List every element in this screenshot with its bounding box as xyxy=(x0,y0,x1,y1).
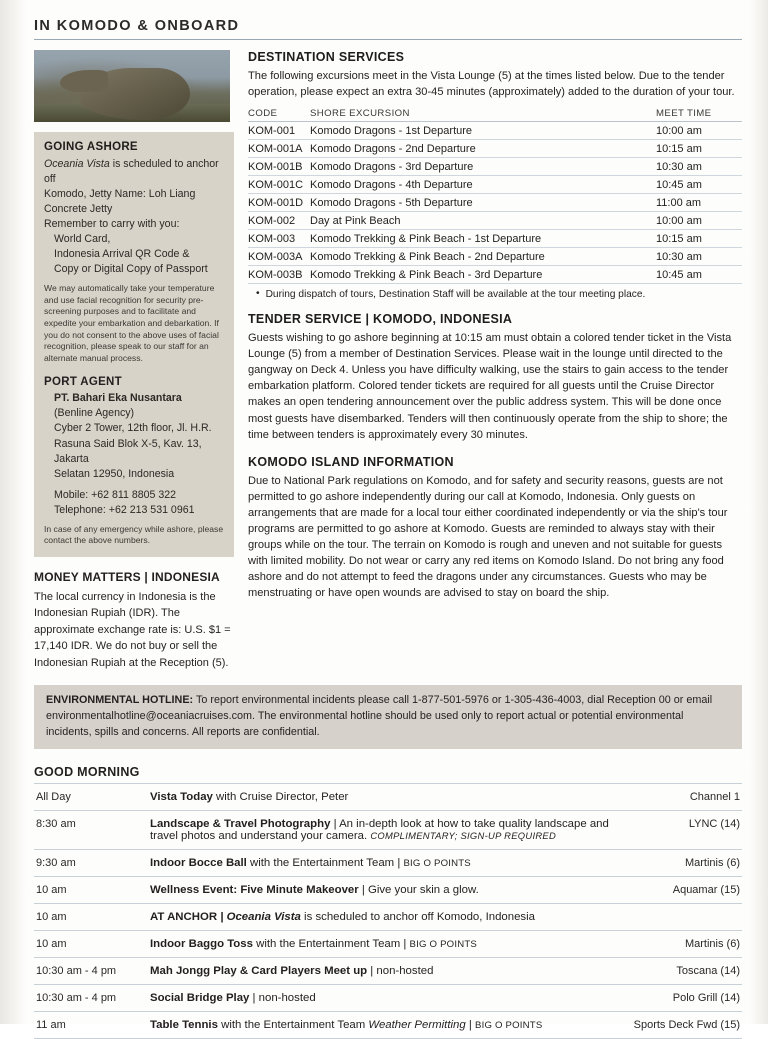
event-condition: Weather Permitting xyxy=(368,1019,466,1032)
event-detail: is scheduled to anchor off Komodo, Indonesia xyxy=(300,911,535,924)
table-row xyxy=(248,122,742,140)
event-title: Wellness Event: Five Minute Makeover xyxy=(150,884,359,897)
destination-services-title: DESTINATION SERVICES xyxy=(248,50,405,64)
list-item xyxy=(34,784,742,811)
good-morning-schedule xyxy=(34,783,742,1039)
event-detail: | non-hosted xyxy=(367,965,434,978)
event-title: Mah Jongg Play & Card Players Meet up xyxy=(150,965,368,978)
table-row xyxy=(248,158,742,176)
list-item xyxy=(34,850,742,877)
table-row xyxy=(248,140,742,158)
list-item xyxy=(34,931,742,958)
excursion-name: Komodo Trekking & Pink Beach - 3rd Departure xyxy=(310,266,648,284)
event-title: Indoor Bocce Ball xyxy=(150,857,247,870)
port-agent-note: In case of any emergency while ashore, please contact the above numbers. xyxy=(44,523,224,546)
table-row xyxy=(248,194,742,212)
event-venue: Sports Deck Fwd (15) xyxy=(633,1019,740,1032)
excursion-code: KOM-001D xyxy=(248,194,310,212)
event-detail: | non-hosted xyxy=(249,992,316,1005)
going-ashore-item-0: World Card, xyxy=(54,233,111,246)
event-time: All Day xyxy=(36,791,71,804)
excursion-code: KOM-003A xyxy=(248,248,310,266)
column-header-meet-time: MEET TIME xyxy=(648,107,742,122)
excursion-meet-time: 11:00 am xyxy=(648,194,742,212)
event-note: COMPLIMENTARY; SIGN-UP REQUIRED xyxy=(370,830,557,842)
excursion-name: Komodo Dragons - 4th Departure xyxy=(310,176,648,194)
event-title: Table Tennis xyxy=(150,1019,218,1032)
excursion-table xyxy=(248,107,742,284)
excursion-name: Komodo Dragons - 5th Departure xyxy=(310,194,648,212)
excursion-meet-time: 10:15 am xyxy=(648,140,742,158)
header-divider xyxy=(34,39,742,40)
event-venue: Aquamar (15) xyxy=(672,884,740,897)
event-description xyxy=(148,877,626,904)
list-item xyxy=(34,877,742,904)
port-agent-name: PT. Bahari Eka Nusantara xyxy=(54,392,182,405)
excursion-meet-time: 10:30 am xyxy=(648,158,742,176)
going-ashore-line2: Komodo, Jetty Name: Loh Liang xyxy=(44,188,196,201)
event-time: 9:30 am xyxy=(36,857,76,870)
facial-recognition-note: We may automatically take your temperature and use facial recognition for security pre-screening purposes and to facilitate and expedite your embarkation and debarkation. If you do not consent to the above uses of facial recognition, please speak to our staff for an alternate manual process. xyxy=(44,283,219,363)
excursion-code: KOM-001B xyxy=(248,158,310,176)
list-item xyxy=(34,1012,742,1039)
excursion-meet-time: 10:15 am xyxy=(648,230,742,248)
event-note: BIG O POINTS xyxy=(475,1020,543,1032)
ship-name: Oceania Vista xyxy=(44,158,110,170)
tender-service-title: TENDER SERVICE | KOMODO, INDONESIA xyxy=(248,312,513,327)
port-agent-title: PORT AGENT xyxy=(44,376,122,389)
port-agent-telephone: Telephone: +62 213 531 0961 xyxy=(54,503,195,516)
port-agent-mobile: Mobile: +62 811 8805 322 xyxy=(54,488,177,501)
going-ashore-line3: Concrete Jetty xyxy=(44,203,113,216)
event-time: 10 am xyxy=(36,884,67,897)
event-detail: with Cruise Director, Peter xyxy=(212,791,349,804)
excursion-code: KOM-002 xyxy=(248,212,310,230)
column-header-code: CODE xyxy=(248,107,310,122)
event-venue: Channel 1 xyxy=(689,791,740,804)
event-detail: | Give your skin a glow. xyxy=(358,884,479,897)
komodo-dragon-photo xyxy=(34,50,230,122)
event-venue: Martinis (6) xyxy=(684,938,740,951)
komodo-island-body: Due to National Park regulations on Komodo, and for safety and security reasons, guests are not permitted to go ashore independently during our call at Komodo, Indonesia. Only guests on arrangements that are made for a local tour either coordinated independently or via the ship's tour programs are permitted to go ashore at Komodo. Guests are reminded to always stay with their groups while on the tour. The terrain on Komodo is rough and uneven and not suitable for guests with limited mobility. Do not wear or carry any red items on Komodo Island. Do not bring any food ashore and do not attempt to feed the dragons under any circumstances. Guests who may be menstruating or have open wounds are advised to stay on board the ship. xyxy=(248,474,728,600)
going-ashore-body xyxy=(44,157,224,277)
bullet-icon: • xyxy=(256,288,260,300)
event-title: Social Bridge Play xyxy=(150,992,250,1005)
port-agent-address2: Rasuna Said Blok X-5, Kav. 13, Jakarta xyxy=(54,437,202,465)
excursion-meet-time: 10:45 am xyxy=(648,176,742,194)
event-description xyxy=(148,811,626,850)
column-header-shore-excursion: SHORE EXCURSION xyxy=(310,107,648,122)
excursion-name: Day at Pink Beach xyxy=(310,212,648,230)
list-item xyxy=(34,811,742,850)
excursion-meet-time: 10:45 am xyxy=(648,266,742,284)
event-description xyxy=(148,958,626,985)
list-item xyxy=(34,958,742,985)
excursion-code: KOM-001A xyxy=(248,140,310,158)
page-title: IN KOMODO & ONBOARD xyxy=(34,18,240,34)
excursion-meet-time: 10:00 am xyxy=(648,122,742,140)
going-ashore-panel xyxy=(34,132,234,557)
event-title: Indoor Baggo Toss xyxy=(150,938,253,951)
excursion-code: KOM-001C xyxy=(248,176,310,194)
event-time: 10 am xyxy=(36,938,67,951)
komodo-island-title: KOMODO ISLAND INFORMATION xyxy=(248,454,454,469)
right-column xyxy=(248,50,742,608)
event-note: BIG O POINTS xyxy=(403,858,471,870)
left-column xyxy=(34,50,234,671)
event-description xyxy=(148,1012,626,1039)
going-ashore-item-1: Indonesia Arrival QR Code & xyxy=(54,248,190,261)
excursion-name: Komodo Trekking & Pink Beach - 1st Departure xyxy=(310,230,648,248)
list-item xyxy=(34,985,742,1012)
event-venue xyxy=(626,904,742,931)
environmental-hotline-label: ENVIRONMENTAL HOTLINE: xyxy=(46,694,194,707)
money-matters-title: MONEY MATTERS | INDONESIA xyxy=(34,569,220,584)
event-description xyxy=(148,784,626,811)
going-ashore-line4: Remember to carry with you: xyxy=(44,218,180,231)
excursion-name: Komodo Trekking & Pink Beach - 2nd Departure xyxy=(310,248,648,266)
excursion-name: Komodo Dragons - 2nd Departure xyxy=(310,140,648,158)
event-description xyxy=(148,985,626,1012)
excursion-meet-time: 10:00 am xyxy=(648,212,742,230)
money-matters-body: The local currency in Indonesia is the Indonesian Rupiah (IDR). The approximate exchange rate is: U.S. $1 = 17,140 IDR. We do not buy or sell the Indonesian Rupiah at the Reception (5). xyxy=(34,590,231,669)
destination-services-intro: The following excursions meet in the Vista Lounge (5) at the times listed below. Due to the tender operation, please expect an extra 30-45 minutes (approximately) added to the duration of your tour. xyxy=(248,70,735,99)
environmental-hotline-body: To report environmental incidents please call 1-877-501-5976 or 1-305-436-4003, dial Reception 00 or email environmentalhotline@oceaniacruises.com. The environmental hotline should be used only to report actual or potential environmental incidents, spills and concerns. All reports are confidential. xyxy=(46,694,713,738)
event-ship-name: | Oceania Vista xyxy=(217,911,301,924)
event-title: Vista Today xyxy=(150,791,213,804)
port-agent-details xyxy=(44,391,224,517)
environmental-hotline-banner xyxy=(34,685,742,749)
going-ashore-line1: is scheduled to anchor off xyxy=(44,158,219,186)
event-time: 10:30 am - 4 pm xyxy=(36,965,117,978)
event-venue: Martinis (6) xyxy=(684,857,740,870)
port-agent-address1: Cyber 2 Tower, 12th floor, Jl. H.R. xyxy=(54,422,212,435)
event-title: Landscape & Travel Photography xyxy=(150,818,331,831)
excursion-code: KOM-003B xyxy=(248,266,310,284)
event-venue: Polo Grill (14) xyxy=(672,992,740,1005)
going-ashore-title: GOING ASHORE xyxy=(44,141,138,153)
excursion-code: KOM-003 xyxy=(248,230,310,248)
event-time: 10 am xyxy=(36,911,67,924)
event-description xyxy=(148,931,626,958)
event-title: AT ANCHOR xyxy=(150,911,218,924)
table-row xyxy=(248,230,742,248)
excursion-code: KOM-001 xyxy=(248,122,310,140)
top-columns xyxy=(34,50,742,671)
event-detail: | An in-depth look at how to take quality landscape and travel photos and understand your camera. xyxy=(150,818,609,843)
event-time: 8:30 am xyxy=(36,818,76,831)
event-note: BIG O POINTS xyxy=(409,939,477,951)
port-agent-alias: (Benline Agency) xyxy=(54,407,135,420)
port-agent-address3: Selatan 12950, Indonesia xyxy=(54,467,175,480)
event-time: 10:30 am - 4 pm xyxy=(36,992,117,1005)
event-time: 11 am xyxy=(36,1019,66,1032)
event-venue: Toscana (14) xyxy=(676,965,740,978)
dispatch-note-text: During dispatch of tours, Destination Staff will be available at the tour meeting place. xyxy=(265,289,646,301)
event-detail: with the Entertainment Team xyxy=(217,1019,369,1032)
excursion-name: Komodo Dragons - 3rd Departure xyxy=(310,158,648,176)
event-description xyxy=(148,850,626,877)
table-row xyxy=(248,266,742,284)
event-detail: with the Entertainment Team | xyxy=(246,857,404,870)
event-detail: with the Entertainment Team | xyxy=(252,938,410,951)
komodo-island-section xyxy=(248,455,742,602)
table-row xyxy=(248,176,742,194)
event-venue: LYNC (14) xyxy=(688,818,740,831)
event-description xyxy=(148,904,626,931)
tender-service-body: Guests wishing to go ashore beginning at 10:15 am must obtain a colored tender ticket in the Vista Lounge (5) from a member of Destination Services. Please wait in the lounge until directed to the gangway on Deck 4. Unless you have difficulty walking, use the stairs to gain access to the tender embarkation platform. Colored tender tickets are required for all guests until the Cruise Director makes an open tendering announcement over the public address system. This will be done once most guests have disembarked. Tenders will then continuously operate from the ship to shore; the time between tenders is approximately every 30 minutes. xyxy=(248,332,732,441)
event-detail-2: | xyxy=(465,1019,476,1032)
excursion-name: Komodo Dragons - 1st Departure xyxy=(310,122,648,140)
excursion-meet-time: 10:30 am xyxy=(648,248,742,266)
dispatch-note xyxy=(248,289,742,300)
list-item xyxy=(34,904,742,931)
going-ashore-item-2: Copy or Digital Copy of Passport xyxy=(54,263,208,276)
good-morning-title: GOOD MORNING xyxy=(34,765,140,780)
table-row xyxy=(248,248,742,266)
tender-service-section xyxy=(248,312,742,443)
excursion-table-header-row xyxy=(248,107,742,122)
table-row xyxy=(248,212,742,230)
